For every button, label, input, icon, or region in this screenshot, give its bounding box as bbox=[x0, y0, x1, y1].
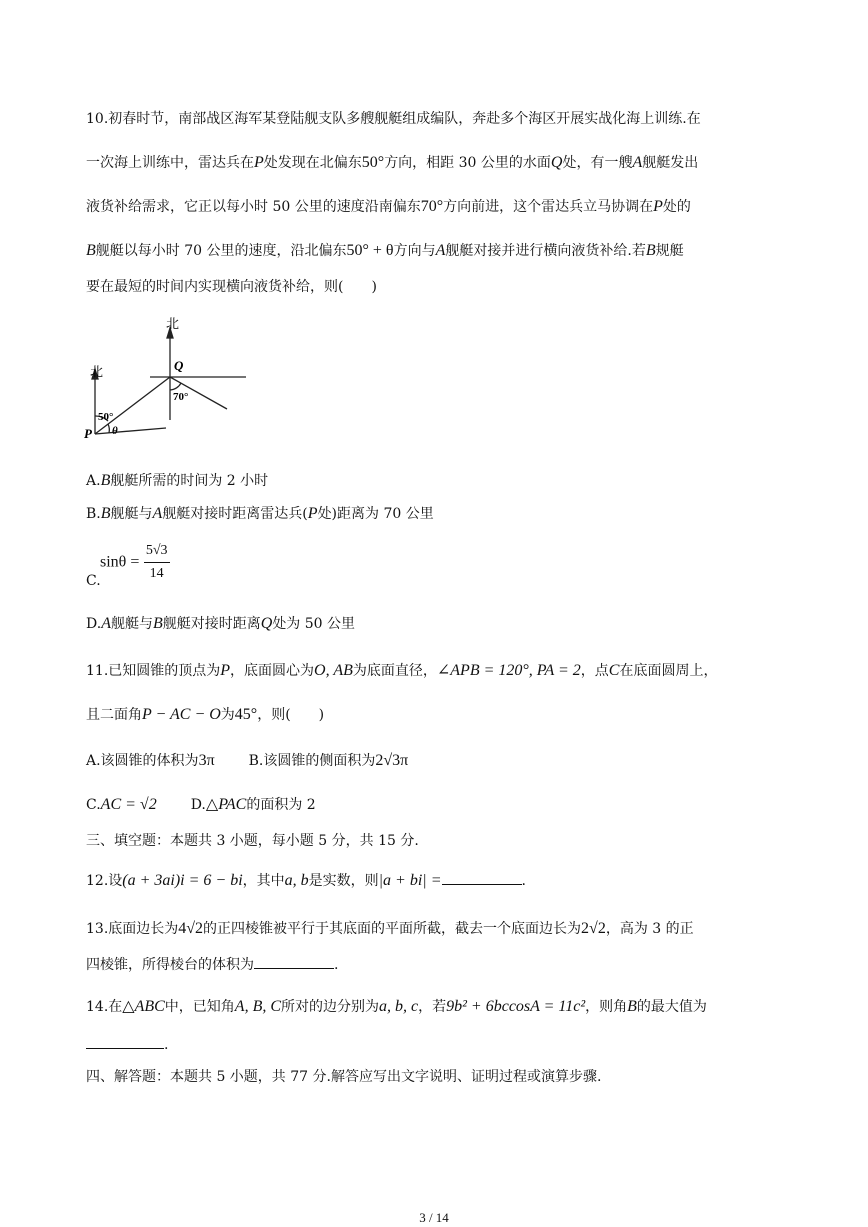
q11-line-1: 11.已知圆锥的顶点为P，底面圆心为O, AB为底面直径，∠APB = 120°, PA = 2，点C在底面圆周上， bbox=[86, 662, 718, 679]
q10-option-c-formula: sinθ = $\frac{5√3}{14}$ bbox=[100, 540, 170, 585]
page-number: 3 / 14 bbox=[419, 1210, 449, 1225]
q10-line-1: 10.初春时节，南部战区海军某登陆舰支队多艘舰艇组成编队，奔赴多个海区开展实战化海上训练.在 bbox=[86, 111, 701, 127]
q13-line-1: 13.底面边长为4√2的正四棱锥被平行于其底面的平面所截，截去一个底面边长为2√2，高为 3 的正 bbox=[86, 920, 694, 937]
angle-70-arc bbox=[170, 383, 181, 390]
bearing-diagram bbox=[82, 316, 252, 446]
sin-theta-fraction: $\frac{5√3}{14}$ bbox=[144, 540, 170, 585]
q14-line-1: 14.在△ABC中，已知角A, B, C所对的边分别为a, b, c，若9b² + 6bccosA = 11c²，则角B的最大值为 bbox=[86, 998, 707, 1015]
angle-50-label: 50° bbox=[98, 411, 114, 423]
section-4-heading: 四、解答题：本题共 5 小题，共 77 分.解答应写出文字说明、证明过程或演算步骤. bbox=[86, 1069, 602, 1085]
q10-option-b: B.B舰艇与A舰艇对接时距离雷达兵(P处)距离为 70 公里 bbox=[86, 505, 434, 522]
q10-option-a: A.B舰艇所需的时间为 2 小时 bbox=[86, 472, 269, 489]
angle-theta-label: θ bbox=[112, 425, 118, 437]
q14-line-2: . bbox=[86, 1034, 168, 1056]
q12: 12.设(a + 3ai)i = 6 − bi，其中a, b是实数，则|a + bi| = . bbox=[86, 872, 526, 889]
q10-line-3: 液货补给需求，它正以每小时 50 公里的速度沿南偏东70°方向前进，这个雷达兵立马协调在P处的 bbox=[86, 198, 691, 215]
north-label-q: 北 bbox=[166, 317, 180, 332]
q12-answer-blank[interactable] bbox=[442, 870, 522, 885]
q10-option-c-label: C. bbox=[86, 573, 101, 589]
q14-answer-blank[interactable] bbox=[86, 1034, 164, 1049]
q13-line-2: 四棱锥，所得棱台的体积为 . bbox=[86, 954, 338, 976]
q10-line-5: 要在最短的时间内实现横向液货补给，则( ) bbox=[86, 279, 377, 295]
north-label-p: 北 bbox=[90, 365, 104, 380]
pq-line bbox=[95, 377, 170, 434]
q10-option-d: D.A舰艇与B舰艇对接时距离Q处为 50 公里 bbox=[86, 615, 356, 632]
q10-line-4: B舰艇以每小时 70 公里的速度，沿北偏东50° + θ方向与A舰艇对接并进行横向液货补给.若B规艇 bbox=[86, 242, 684, 259]
point-q-label: Q bbox=[174, 358, 184, 373]
section-3-heading: 三、填空题：本题共 3 小题，每小题 5 分，共 15 分. bbox=[86, 833, 419, 849]
q11-options-ab: A.该圆锥的体积为3π B.该圆锥的侧面积为2√3π bbox=[86, 752, 409, 769]
q10-line-2: 一次海上训练中，雷达兵在P处发现在北偏东50°方向，相距 30 公里的水面Q处，有一艘A舰艇发出 bbox=[86, 154, 699, 171]
pb-line bbox=[95, 428, 166, 434]
q11-options-cd: C.AC = √2 D.△PAC的面积为 2 bbox=[86, 796, 316, 813]
angle-70-label: 70° bbox=[173, 391, 189, 403]
q13-answer-blank[interactable] bbox=[254, 954, 334, 969]
q11-line-2: 且二面角P − AC − O为45°，则( ) bbox=[86, 706, 325, 723]
angle-theta-arc bbox=[108, 424, 109, 433]
point-p-label: P bbox=[84, 426, 92, 441]
